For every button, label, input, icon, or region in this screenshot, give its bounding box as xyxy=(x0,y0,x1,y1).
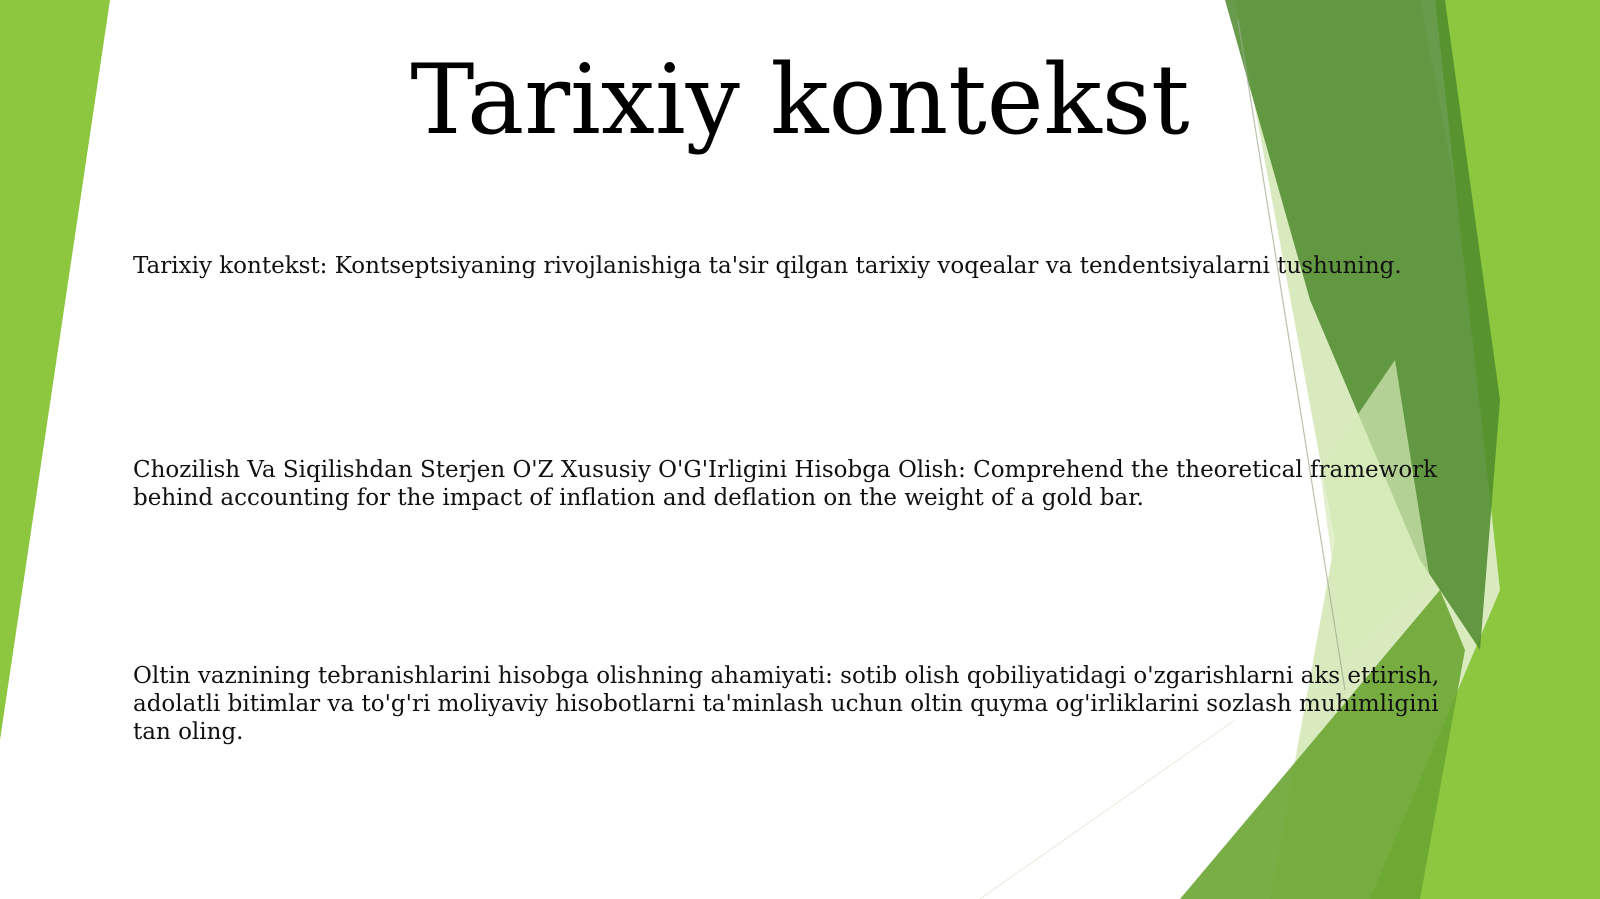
paragraph-historical-context: Tarixiy kontekst: Kontseptsiyaning rivojlanishiga ta'sir qilgan tarixiy voqealar va tendentsiyalarni tushuning. xyxy=(133,253,1402,279)
thin-accent-line-lower xyxy=(980,720,1235,899)
left-green-band xyxy=(0,0,110,740)
paragraph-importance: Oltin vaznining tebranishlarini hisobga olishning ahamiyati: sotib olish qobiliyatidagi o'zgarishlarni aks ettirish, adolatli bitimlar va to'g'ri moliyaviy hisobotlarni ta'minlash uchun oltin quyma og'irliklarini sozlash muhimligini tan oling. xyxy=(133,663,1440,745)
paragraph-theoretical-framework: Chozilish Va Siqilishdan Sterjen O'Z Xususiy O'G'Irligini Hisobga Olish: Comprehend the theoretical framework behind accounting for the impact of inflation and deflation on the weight of a gold bar. xyxy=(133,457,1438,511)
slide-title: Tarixiy kontekst xyxy=(410,44,1190,156)
